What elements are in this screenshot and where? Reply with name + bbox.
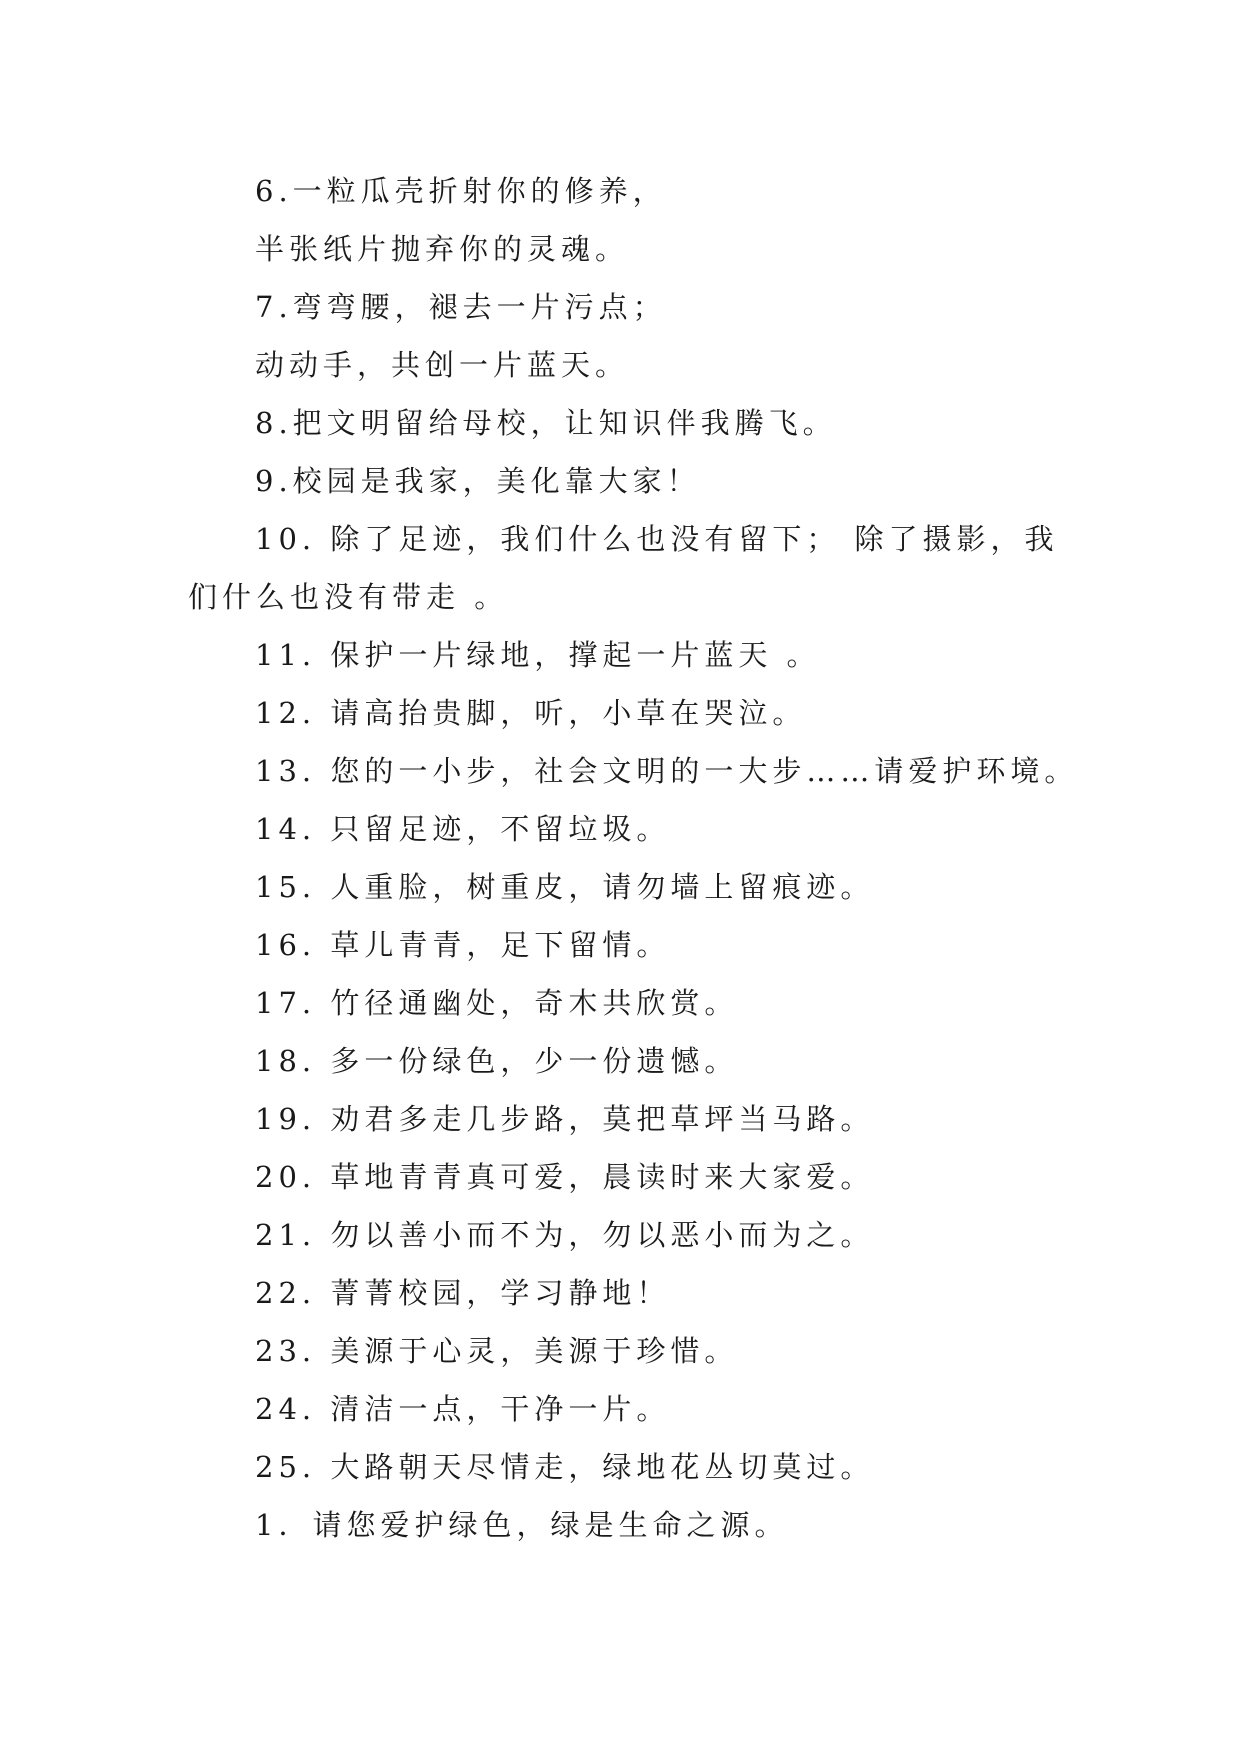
slogan-line: 8.把文明留给母校，让知识伴我腾飞。 — [255, 406, 837, 440]
slogan-line: 18. 多一份绿色，少一份遗憾。 — [255, 1044, 739, 1078]
slogan-line: 1．请您爱护绿色，绿是生命之源。 — [255, 1508, 789, 1542]
slogan-line: 12. 请高抬贵脚，听，小草在哭泣。 — [255, 696, 807, 730]
slogan-line: 19. 劝君多走几步路，莫把草坪当马路。 — [255, 1102, 875, 1136]
slogan-line: 20. 草地青青真可爱，晨读时来大家爱。 — [255, 1160, 875, 1194]
slogan-line: 9.校园是我家，美化靠大家！ — [255, 464, 701, 498]
slogan-line: 10. 除了足迹，我们什么也没有留下； 除了摄影，我 — [255, 522, 1059, 556]
slogan-line: 6.一粒瓜壳折射你的修养， — [255, 174, 667, 208]
document-body — [188, 162, 1079, 1554]
slogan-line: 22. 菁菁校园，学习静地！ — [255, 1276, 671, 1310]
slogan-line: 7.弯弯腰，褪去一片污点； — [255, 290, 667, 324]
slogan-line: 11. 保护一片绿地，撑起一片蓝天 。 — [255, 638, 821, 672]
slogan-line: 17. 竹径通幽处，奇木共欣赏。 — [255, 986, 739, 1020]
slogan-line: 21. 勿以善小而不为，勿以恶小而为之。 — [255, 1218, 875, 1252]
slogan-line-continuation: 们什么也没有带走 。 — [188, 580, 509, 614]
slogan-line: 动动手，共创一片蓝天。 — [255, 348, 630, 382]
slogan-line: 15. 人重脸，树重皮，请勿墙上留痕迹。 — [255, 870, 875, 904]
slogan-line: 23. 美源于心灵，美源于珍惜。 — [255, 1334, 739, 1368]
slogan-line: 半张纸片抛弃你的灵魂。 — [255, 232, 630, 266]
slogan-line: 25. 大路朝天尽情走，绿地花丛切莫过。 — [255, 1450, 875, 1484]
slogan-line: 24. 清洁一点，干净一片。 — [255, 1392, 671, 1426]
slogan-line: 14. 只留足迹，不留垃圾。 — [255, 812, 671, 846]
slogan-line: 13. 您的一小步，社会文明的一大步……请爱护环境。 — [255, 754, 1079, 788]
slogan-line: 16. 草儿青青，足下留情。 — [255, 928, 671, 962]
